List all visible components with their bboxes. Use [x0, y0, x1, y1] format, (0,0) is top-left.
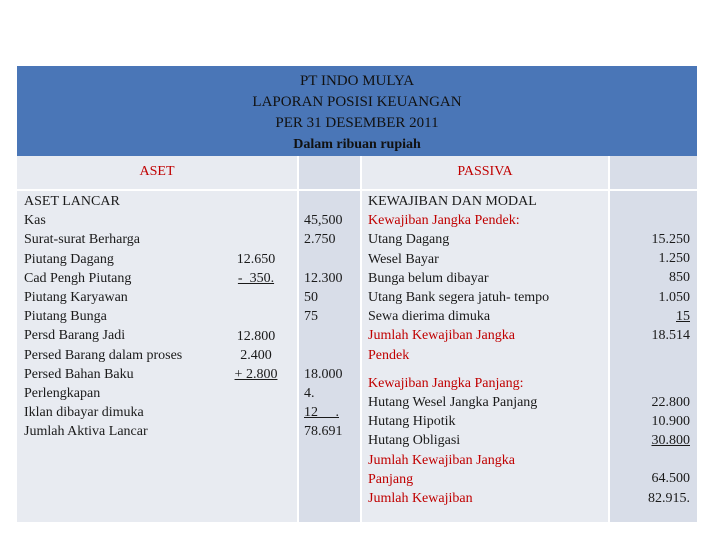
passiva-value: 1.050	[658, 289, 690, 305]
aset-labels	[24, 192, 182, 442]
aset-value: 75	[304, 309, 318, 324]
passiva-values	[612, 230, 690, 508]
aset-sub-value: 2.400	[240, 348, 272, 363]
long-term-total-label: Panjang	[368, 471, 414, 487]
aset-sub-value: 12.650	[236, 252, 276, 267]
aset-sub-value: - 350.	[237, 271, 275, 287]
report-header	[17, 66, 697, 156]
aset-values	[304, 211, 343, 441]
aset-sub-values	[226, 250, 286, 384]
passiva-item: Hutang Obligasi	[368, 433, 461, 449]
aset-item: Persed Bahan Baku	[24, 366, 134, 382]
aset-sub-value: + 2.800	[234, 367, 278, 383]
passiva-value: 30.800	[651, 433, 690, 449]
aset-item: Piutang Dagang	[24, 251, 114, 267]
passiva-labels	[368, 192, 549, 508]
aset-value: 4.	[304, 385, 315, 401]
aset-value: 12.300	[304, 270, 343, 286]
column-divider	[297, 156, 299, 522]
aset-value: 18.000	[304, 366, 343, 382]
report-unit: Dalam ribuan rupiah	[293, 137, 421, 152]
total-liabilities-label: Jumlah Kewajiban	[368, 491, 473, 507]
header-row-divider	[17, 189, 697, 191]
passiva-value: 850	[669, 270, 690, 286]
report-title: LAPORAN POSISI KEUANGAN	[252, 94, 462, 110]
passiva-value: 10.900	[651, 413, 690, 429]
aset-value: 2.750	[304, 232, 336, 248]
passiva-item: Utang Dagang	[368, 232, 450, 248]
column-header-passiva: PASSIVA	[457, 164, 513, 179]
aset-item: Perlengkapan	[24, 386, 101, 402]
passiva-item: Hutang Hipotik	[368, 414, 456, 430]
aset-item: Iklan dibayar dimuka	[24, 405, 144, 421]
aset-value: 78.691	[304, 424, 343, 440]
aset-total-label: Jumlah Aktiva Lancar	[24, 424, 148, 440]
aset-item: Piutang Bunga	[24, 309, 107, 325]
aset-value: 12 .	[304, 405, 339, 420]
aset-item: Piutang Karyawan	[24, 290, 128, 306]
aset-sub-value: 12.800	[236, 328, 276, 344]
passiva-value: 64.500	[651, 471, 690, 487]
long-term-total-label: Jumlah Kewajiban Jangka	[368, 452, 515, 468]
column-divider	[360, 156, 362, 522]
passiva-item: Wesel Bayar	[368, 251, 439, 267]
passiva-item: Sewa dierima dimuka	[368, 309, 491, 325]
short-term-total-label: Pendek	[368, 347, 410, 363]
aset-item: Persed Barang dalam proses	[24, 347, 183, 363]
passiva-item: Hutang Wesel Jangka Panjang	[368, 395, 538, 411]
passiva-value: 1.250	[658, 251, 690, 267]
passiva-value: 22.800	[651, 394, 690, 410]
passiva-value: 82.915.	[648, 490, 690, 506]
passiva-item: Utang Bank segera jatuh- tempo	[368, 290, 550, 306]
passiva-value: 15.250	[651, 232, 690, 247]
report-period: PER 31 DESEMBER 2011	[275, 115, 439, 131]
column-divider	[608, 156, 610, 522]
aset-item: Surat-surat Berharga	[24, 232, 140, 248]
aset-value: 45,500	[304, 213, 343, 228]
passiva-value: 18.514	[651, 328, 690, 344]
aset-item: Kas	[24, 213, 46, 229]
passiva-value: 15	[676, 308, 690, 324]
long-term-title: Kewajiban Jangka Panjang:	[368, 375, 524, 391]
short-term-title: Kewajiban Jangka Pendek:	[368, 213, 520, 229]
company-name: PT INDO MULYA	[299, 73, 415, 89]
passiva-section-title: KEWAJIBAN DAN MODAL	[368, 194, 537, 209]
passiva-item: Bunga belum dibayar	[368, 270, 489, 286]
aset-section-title: ASET LANCAR	[24, 194, 120, 209]
aset-item: Persd Barang Jadi	[24, 328, 126, 344]
aset-item: Cad Pengh Piutang	[24, 270, 132, 286]
column-header-aset: ASET	[139, 164, 175, 179]
aset-value: 50	[304, 289, 318, 305]
short-term-total-label: Jumlah Kewajiban Jangka	[368, 328, 515, 344]
